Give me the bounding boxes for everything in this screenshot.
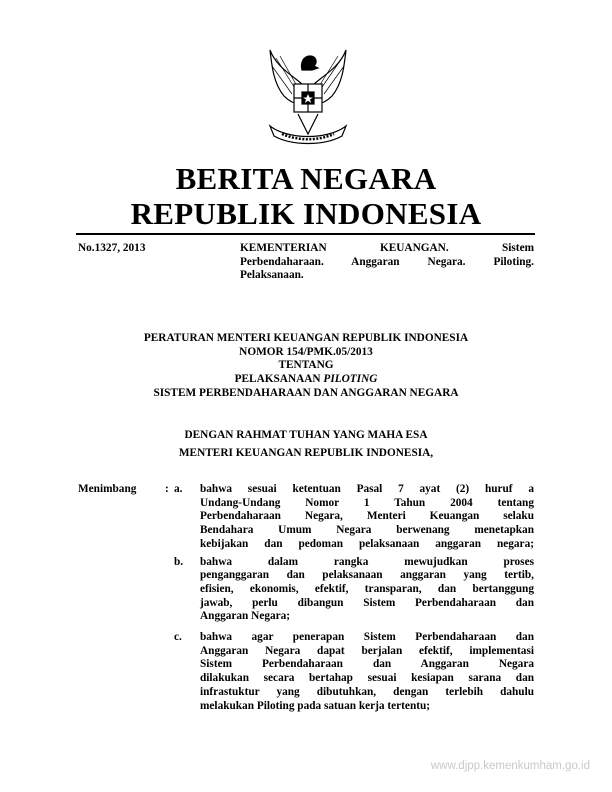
text-line: dilakukan secara bertahap sesuai kesiapan sarana dan	[200, 672, 534, 685]
subject-line: KEMENTERIAN KEUANGAN. Sistem	[240, 242, 534, 254]
preamble-minister: MENTERI KEUANGAN REPUBLIK INDONESIA,	[178, 447, 434, 459]
text-line: infrastuktur yang dibutuhkan, dengan terlebih dahulu	[200, 685, 534, 698]
text-line: Perbendaharaan Negara, Menteri Keuangan selaku	[200, 510, 534, 523]
title-divider	[76, 233, 535, 235]
preamble	[0, 426, 612, 462]
menimbang-item	[174, 483, 534, 552]
item-marker: a.	[174, 483, 183, 495]
gazette-subject	[240, 242, 534, 283]
text-line: efisien, ekonomis, efektif, transparan, dan bertanggung	[200, 582, 534, 595]
regulation-about: TENTANG	[278, 359, 334, 372]
subject-line: Perbendaharaan. Anggaran Negara. Piloting.	[240, 255, 534, 268]
text-line: Bendahara Umum Negara berwenang menetapkan	[200, 524, 534, 537]
regulation-number: NOMOR 154/PMK.05/2013	[239, 345, 373, 358]
text-line: jawab, perlu dibangun Sistem Perbendaharaan dan	[200, 596, 534, 609]
gazette-title-line1: BERITA NEGARA	[175, 161, 437, 196]
gazette-number: No.1327, 2013	[78, 242, 146, 254]
menimbang-item	[174, 556, 534, 625]
item-text	[200, 631, 534, 713]
text-line: kebijakan dan pedoman pelaksanaan anggaran negara;	[200, 537, 534, 550]
regulation-subject-2: SISTEM PERBENDAHARAAN DAN ANGGARAN NEGARA	[153, 386, 459, 399]
regulation-subject: PELAKSANAAN PILOTING	[234, 373, 378, 386]
menimbang-item	[174, 631, 534, 713]
text-line: melakukan Piloting pada satuan kerja tertentu;	[200, 699, 431, 712]
item-text	[200, 483, 534, 552]
text-line: Sistem Perbendaharaan dan Anggaran Negara	[200, 658, 534, 671]
garuda-emblem	[262, 44, 354, 150]
menimbang-label: Menimbang	[78, 483, 137, 495]
text-line: bahwa dalam rangka mewujudkan proses	[200, 555, 534, 568]
text-line: Anggaran Negara dapat berjalan efektif, implementasi	[200, 644, 534, 657]
text-line: Undang-Undang Nomor 1 Tahun 2004 tentang	[200, 496, 534, 509]
item-marker: b.	[174, 555, 184, 568]
item-marker: c.	[174, 631, 182, 644]
menimbang-colon: :	[165, 483, 169, 495]
watermark: www.djpp.kemenkumham.go.id	[430, 760, 590, 772]
preamble-line: DENGAN RAHMAT TUHAN YANG MAHA ESA	[184, 429, 428, 441]
regulation-heading	[0, 332, 612, 401]
text-line: bahwa agar penerapan Sistem Perbendaharaan dan	[200, 631, 534, 644]
text-line: bahwa sesuai ketentuan Pasal 7 ayat (2) huruf a	[200, 483, 534, 495]
subject-line: Pelaksanaan.	[240, 269, 304, 282]
gazette-title-line2: REPUBLIK INDONESIA	[130, 196, 482, 231]
menimbang-list	[174, 483, 534, 717]
text-line: Anggaran Negara;	[200, 610, 291, 623]
regulation-title: PERATURAN MENTERI KEUANGAN REPUBLIK INDONESIA	[143, 332, 469, 344]
text-line: penganggaran dan pelaksanaan anggaran yang tertib,	[200, 569, 534, 582]
item-text	[200, 556, 534, 625]
